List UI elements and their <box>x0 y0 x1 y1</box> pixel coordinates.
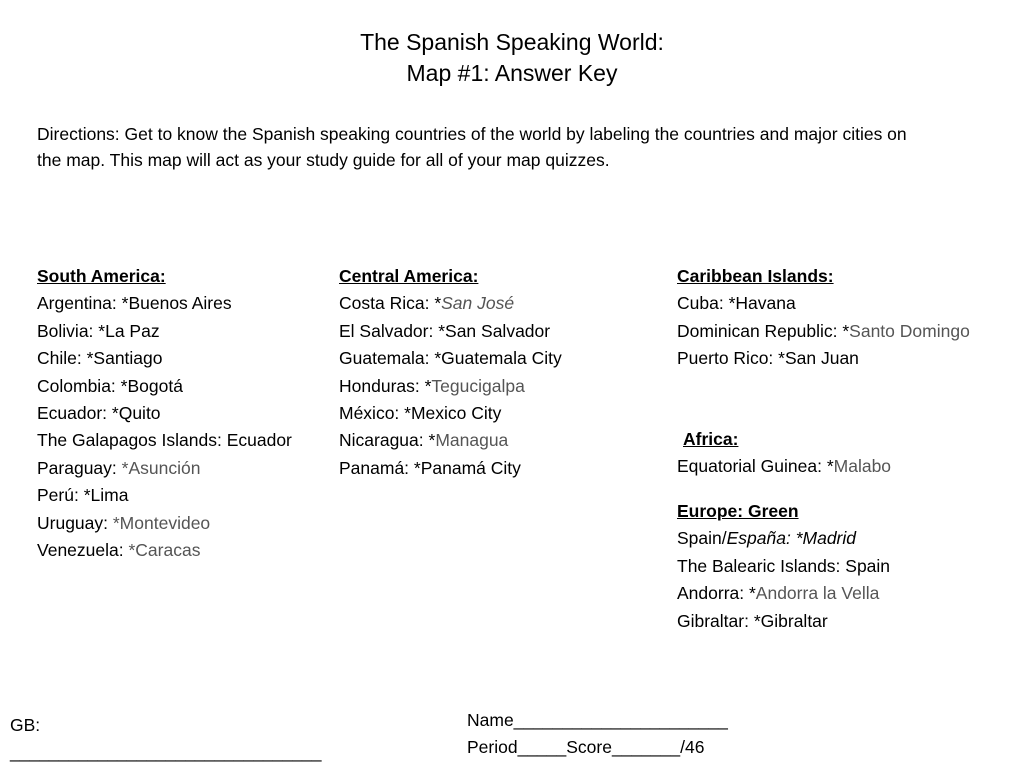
list-item: Chile: *Santiago <box>37 348 163 369</box>
page-title <box>0 27 1024 89</box>
title-line-2: Map #1: Answer Key <box>406 60 618 86</box>
gb-line: ________________________________ <box>10 742 322 762</box>
list-item: Venezuela: *Caracas <box>37 540 201 561</box>
list-item: Colombia: *Bogotá <box>37 375 183 396</box>
list-item: Spain/España: *Madrid <box>677 528 857 549</box>
south-america-list <box>37 263 292 564</box>
list-item: Gibraltar: *Gibraltar <box>677 610 828 631</box>
africa-list <box>677 426 891 481</box>
africa-heading: Africa: <box>683 429 739 449</box>
list-item: Panamá: *Panamá City <box>339 457 521 478</box>
list-item: Equatorial Guinea: *Malabo <box>677 456 892 477</box>
list-item: Perú: *Lima <box>37 485 129 506</box>
central-america-list <box>339 263 562 482</box>
list-item: The Galapagos Islands: Ecuador <box>37 430 292 451</box>
list-item: Dominican Republic: *Santo Domingo <box>677 320 970 341</box>
list-item: Honduras: *Tegucigalpa <box>339 375 525 396</box>
gb-label: GB: <box>10 715 41 735</box>
list-item: Costa Rica: *San José <box>339 293 515 314</box>
list-item: Cuba: *Havana <box>677 293 796 314</box>
list-item: Bolivia: *La Paz <box>37 320 160 341</box>
list-item: Argentina: *Buenos Aires <box>37 293 232 314</box>
name-period-score <box>467 707 728 761</box>
list-item: Uruguay: *Montevideo <box>37 512 211 533</box>
list-item: Paraguay: *Asunción <box>37 457 201 478</box>
list-item: México: *Mexico City <box>339 403 502 424</box>
title-line-1: The Spanish Speaking World: <box>360 29 664 55</box>
list-item: Ecuador: *Quito <box>37 403 161 424</box>
directions-text: Directions: Get to know the Spanish speaking countries of the world by labeling the countries and major cities on the map. This map will act as your study guide for all of your map quizzes. <box>37 124 907 170</box>
list-item: Guatemala: *Guatemala City <box>339 348 562 369</box>
list-item: Andorra: *Andorra la Vella <box>677 583 880 604</box>
list-item: El Salvador: *San Salvador <box>339 320 551 341</box>
period-score-line: Period_____Score_______/46 <box>467 737 705 757</box>
name-line: Name______________________ <box>467 710 728 730</box>
south-america-heading: South America: <box>37 266 166 286</box>
europe-heading: Europe: Green <box>677 501 799 521</box>
central-america-heading: Central America: <box>339 266 479 286</box>
caribbean-heading: Caribbean Islands: <box>677 266 834 286</box>
caribbean-list <box>677 263 970 373</box>
europe-list <box>677 498 890 635</box>
list-item: Nicaragua: *Managua <box>339 430 509 451</box>
list-item: Puerto Rico: *San Juan <box>677 348 859 369</box>
gb-field <box>10 712 321 766</box>
list-item: The Balearic Islands: Spain <box>677 555 891 576</box>
